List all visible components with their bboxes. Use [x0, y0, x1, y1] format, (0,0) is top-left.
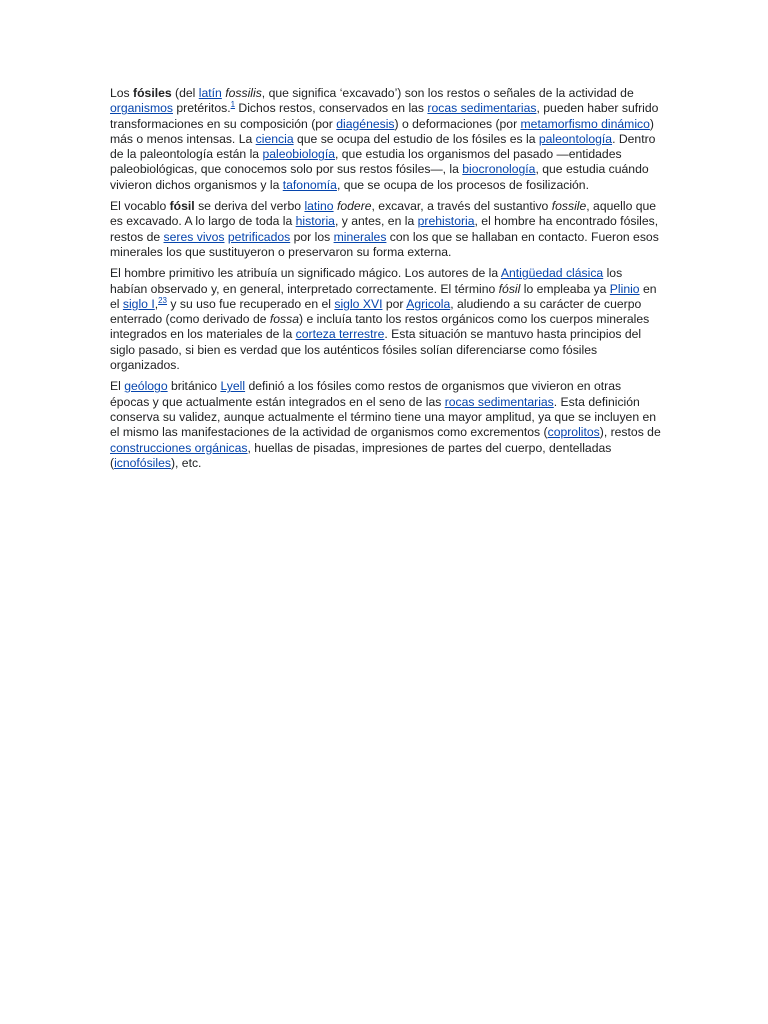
text: , que se ocupa de los procesos de fosilización. — [336, 177, 589, 192]
link-corteza-terrestre[interactable]: corteza terrestre — [295, 327, 385, 342]
text: El — [110, 379, 125, 394]
text: , aquello que es excavado. A lo largo de toda la — [110, 199, 657, 229]
text: . Esta definición conserva su validez, aunque actualmente el término tiene una mayor amplitud, ya que se incluyen en el mismo las manifestaciones de la actividad de organismos como excrementos ( — [110, 394, 657, 440]
link-organismos[interactable]: organismos — [110, 101, 173, 116]
text: , aludiendo a su carácter de cuerpo enterrado (como derivado de — [110, 296, 642, 327]
link-ciencia[interactable]: ciencia — [255, 131, 294, 146]
text: , excavar, a través del sustantivo — [371, 199, 552, 214]
link-rocas-sedimentarias[interactable]: rocas sedimentarias — [444, 394, 554, 409]
text: pretéritos. — [173, 101, 231, 116]
link-historia[interactable]: historia — [295, 214, 335, 229]
italic-term: fossilis — [225, 86, 262, 100]
link-diagenesis[interactable]: diagénesis — [336, 116, 395, 131]
bold-term: fósil — [169, 199, 195, 214]
link-geologo[interactable]: geólogo — [124, 379, 168, 394]
link-rocas-sedimentarias[interactable]: rocas sedimentarias — [427, 101, 537, 116]
text: ), etc. — [170, 455, 202, 470]
text: definió a los fósiles como restos de organismos que vivieron en otras épocas y que actualmente están integrados en el seno de las — [110, 379, 622, 409]
text: , y antes, en la — [334, 214, 418, 229]
text: los habían observado y, en general, interpretado correctamente. El término — [110, 266, 623, 296]
italic-term: fósil — [498, 281, 521, 296]
paragraph-4 — [110, 379, 662, 471]
text: ) más o menos intensas. La — [110, 116, 654, 146]
article-body — [110, 86, 662, 477]
link-minerales[interactable]: minerales — [333, 229, 387, 244]
link-coprolitos[interactable]: coprolitos — [547, 425, 600, 440]
link-tafonomia[interactable]: tafonomía — [282, 177, 337, 192]
link-siglo-xvi[interactable]: siglo XVI — [334, 296, 383, 311]
text: , que significa ‘excavado’) son los restos o señales de la actividad de — [261, 86, 634, 100]
reference-link[interactable]: 1 — [230, 100, 236, 110]
link-latino[interactable]: latino — [304, 199, 334, 214]
text: por los — [290, 229, 334, 244]
text: con los que se hallaban en contacto. Fueron esos minerales los que sustituyeron o preservaron su forma externa. — [110, 229, 659, 259]
bold-term: fósiles — [133, 86, 172, 100]
text: , huellas de pisadas, impresiones de partes del cuerpo, dentelladas ( — [110, 440, 612, 470]
italic-term: fossile — [551, 199, 587, 214]
link-lyell[interactable]: Lyell — [220, 379, 246, 394]
text: Los — [110, 86, 134, 100]
paragraph-2 — [110, 199, 662, 260]
reference-link[interactable]: 23 — [158, 295, 168, 305]
link-siglo-i[interactable]: siglo I — [122, 296, 155, 311]
link-construcciones-organicas[interactable]: construcciones orgánicas — [110, 440, 248, 455]
text: lo empleaba ya — [520, 281, 610, 296]
text: , pueden haber sufrido transformaciones en su composición (por — [110, 101, 659, 131]
paragraph-1 — [110, 86, 662, 193]
paragraph-3 — [110, 266, 662, 373]
text: ) e incluía tanto los restos orgánicos como los cuerpos minerales integrados en los materiales de la — [110, 312, 650, 342]
text: por — [382, 296, 407, 311]
link-icnofosiles[interactable]: icnofósiles — [114, 455, 171, 470]
link-prehistoria[interactable]: prehistoria — [417, 214, 475, 229]
italic-term: fossa — [269, 312, 300, 327]
text: , el hombre ha encontrado fósiles, restos de — [110, 214, 659, 244]
text: británico — [167, 379, 221, 394]
link-metamorfismo-dinamico[interactable]: metamorfismo dinámico — [520, 116, 650, 131]
link-biocronologia[interactable]: biocronología — [462, 162, 536, 177]
text: . Esta situación se mantuvo hasta principios del siglo pasado, si bien es verdad que los auténticos fósiles solían diferenciarse como fósiles organizados. — [110, 327, 642, 373]
text: , — [154, 296, 159, 311]
text: que se ocupa del estudio de los fósiles es la — [293, 131, 539, 146]
text: Dichos restos, conservados en las — [235, 101, 428, 116]
link-plinio[interactable]: Plinio — [609, 281, 640, 296]
text: ), restos de — [599, 425, 661, 440]
link-antiguedad-clasica[interactable]: Antigüedad clásica — [500, 266, 604, 281]
text: El vocablo — [110, 199, 170, 214]
link-agricola[interactable]: Agricola — [406, 296, 451, 311]
text: en el — [110, 281, 657, 311]
text: El hombre primitivo les atribuía un significado mágico. Los autores de la — [110, 266, 501, 281]
link-paleobiologia[interactable]: paleobiología — [262, 147, 335, 162]
italic-term: fodere — [336, 199, 372, 214]
text: (del — [171, 86, 199, 100]
text: . Dentro de la paleontología están la — [110, 131, 656, 162]
text: , que estudia cuándo vivieron dichos organismos y la — [110, 162, 649, 192]
text: , que estudia los organismos del pasado —entidades paleobiológicas, que conocemos solo por sus restos fósiles—, la — [110, 147, 622, 177]
link-seres-vivos[interactable]: seres vivos — [163, 229, 225, 244]
link-latin[interactable]: latín — [198, 86, 222, 100]
text: y su uso fue recuperado en el — [167, 296, 335, 311]
link-petrificados[interactable]: petrificados — [227, 229, 291, 244]
text: se deriva del verbo — [194, 199, 305, 214]
link-paleontologia[interactable]: paleontología — [538, 131, 613, 146]
text: ) o deformaciones (por — [394, 116, 521, 131]
